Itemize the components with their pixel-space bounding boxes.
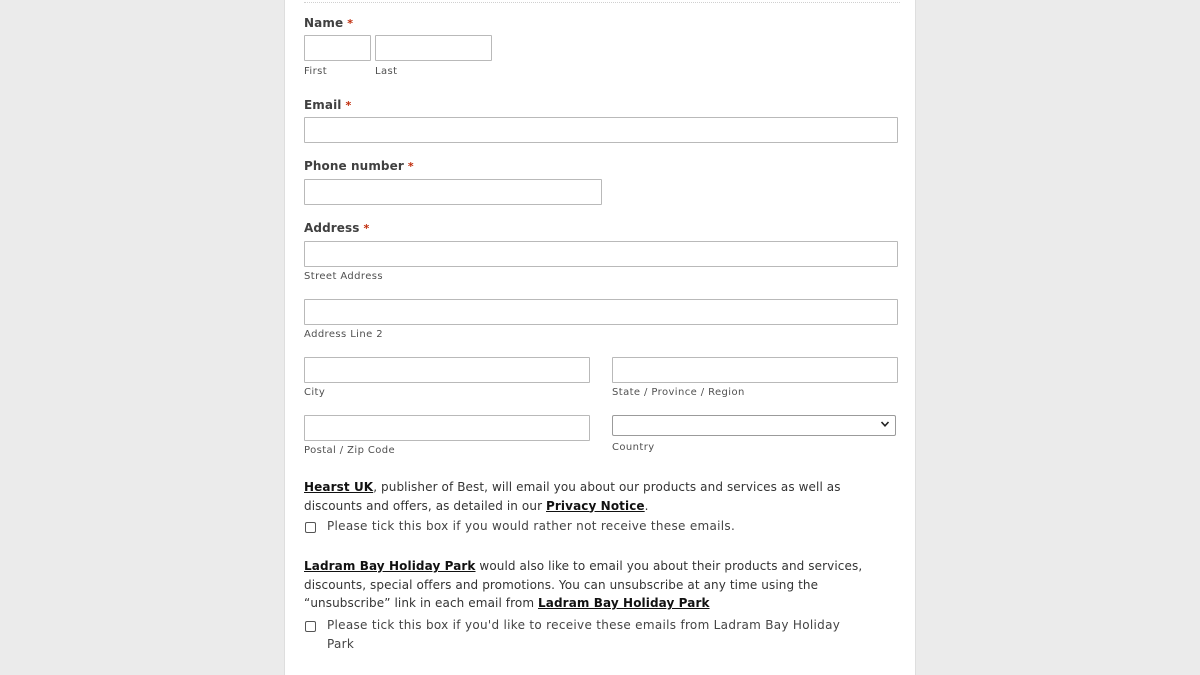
last-name-sublabel: Last	[375, 66, 398, 77]
phone-label-text: Phone number	[304, 159, 404, 173]
city-input[interactable]	[304, 357, 590, 383]
opt-out-hearst-label: Please tick this box if you would rather not receive these emails.	[327, 519, 736, 533]
chevron-down-icon	[880, 419, 890, 429]
hearst-uk-link[interactable]: Hearst UK	[304, 480, 374, 494]
address-line2-input[interactable]	[304, 299, 898, 325]
phone-input[interactable]	[304, 179, 602, 205]
street-address-input[interactable]	[304, 241, 898, 267]
state-sublabel: State / Province / Region	[612, 387, 745, 398]
first-name-input[interactable]	[304, 35, 371, 61]
consent-ladram-body: would also like to email you about their products and services, discounts, special offers and promotions. You can unsubscribe at any time using the “unsubscribe” link in each email from	[304, 559, 863, 610]
address-line2-sublabel: Address Line 2	[304, 329, 383, 340]
city-sublabel: City	[304, 387, 326, 398]
divider	[304, 2, 900, 3]
required-marker: *	[347, 17, 354, 30]
postal-code-input[interactable]	[304, 415, 590, 441]
state-input[interactable]	[612, 357, 898, 383]
required-marker: *	[363, 222, 370, 235]
email-label-text: Email	[304, 98, 342, 112]
required-marker: *	[407, 160, 414, 173]
country-select[interactable]	[612, 415, 896, 436]
street-address-sublabel: Street Address	[304, 271, 383, 282]
email-input[interactable]	[304, 117, 898, 143]
country-sublabel: Country	[612, 442, 655, 453]
privacy-notice-link[interactable]: Privacy Notice	[546, 498, 645, 513]
consent-hearst-text	[304, 478, 898, 515]
ladram-bay-link[interactable]: Ladram Bay Holiday Park	[304, 559, 476, 573]
consent-hearst-end: .	[644, 498, 649, 513]
opt-in-ladram-checkbox[interactable]	[305, 621, 316, 632]
postal-code-sublabel: Postal / Zip Code	[304, 445, 396, 456]
first-name-sublabel: First	[304, 66, 328, 77]
address-label-text: Address	[304, 221, 360, 235]
name-label	[304, 16, 353, 30]
consent-ladram-text	[304, 557, 864, 613]
opt-out-hearst-checkbox[interactable]	[305, 522, 316, 533]
name-label-text: Name	[304, 16, 344, 30]
last-name-input[interactable]	[375, 35, 492, 61]
opt-in-ladram-label: Please tick this box if you'd like to receive these emails from Ladram Bay Holiday Park	[327, 618, 841, 651]
consent-hearst-body: , publisher of Best, will email you about our products and services as well as discounts and offers, as detailed in our	[304, 480, 841, 513]
ladram-bay-link-2[interactable]: Ladram Bay Holiday Park	[538, 596, 710, 610]
address-label	[304, 221, 369, 235]
required-marker: *	[345, 99, 352, 112]
email-label	[304, 98, 351, 112]
phone-label	[304, 159, 414, 173]
